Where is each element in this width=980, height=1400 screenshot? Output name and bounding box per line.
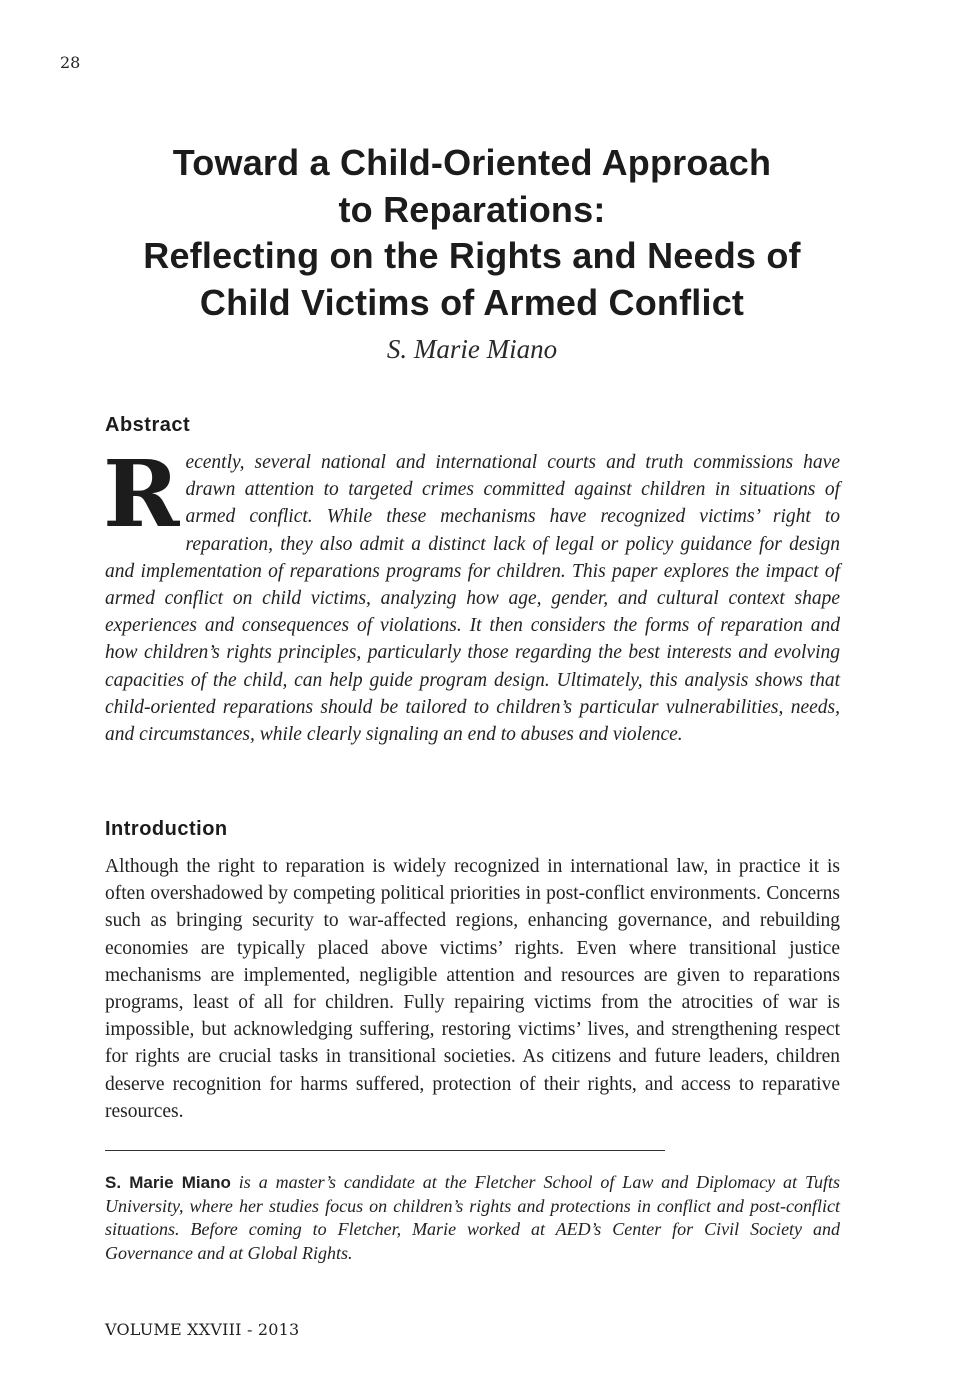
volume-footer: VOLUME XXVIII - 2013 — [105, 1320, 300, 1339]
title-line: Reflecting on the Rights and Needs of — [143, 235, 801, 276]
author-footnote — [105, 1171, 840, 1265]
abstract-body — [103, 440, 840, 748]
author-name: S. Marie Miano — [386, 334, 558, 364]
title-block — [0, 140, 944, 366]
title-line: to Reparations: — [338, 188, 606, 230]
abstract-text: ecently, several national and international courts and truth commissions have drawn attention to targeted crimes committed against children in situations of armed conflict. While these mechanisms have recognized victims’ right to reparation, they also admit a distinct lack of legal or policy guidance for design and implementation of reparations programs for children. This paper explores the impact of armed conflict on child victims, analyzing how age, gender, and cultural context shape experiences and consequences of violations. It then considers the forms of reparation and how children’s rights principles, particularly those regarding the best interests and evolving capacities of the child, can help guide program design. Ultimately, this analysis shows that child-oriented reparations should be tailored to children’s particular vulnerabilities, needs, and circumstances, while clearly signaling an end to abuses and violence. — [105, 452, 840, 746]
title-line: Toward a Child-Oriented Approach — [172, 142, 772, 183]
page-number: 28 — [60, 53, 81, 72]
footnote-divider — [105, 1150, 665, 1151]
abstract-heading: Abstract — [105, 414, 191, 436]
introduction-heading: Introduction — [105, 818, 228, 840]
introduction-body: Although the right to reparation is widely recognized in international law, in practice it is often overshadowed by competing political priorities in post-conflict environments. Concerns such as bringing security to war-affected regions, enhancing governance, and rebuilding economies are typically placed above victims’ rights. Even where transitional justice mechanisms are implemented, negligible attention and resources are given to reparations programs, least of all for children. Fully repairing victims from the atrocities of war is impossible, but acknowledging suffering, restoring victims’ lives, and strengthening respect for rights are crucial tasks in transitional societies. As citizens and future leaders, children deserve recognition for harms suffered, protection of their rights, and access to reparative resources. — [105, 856, 840, 1122]
footnote-text: is a master’s candidate at the Fletcher School of Law and Diplomacy at Tufts University, where her studies focus on children’s rights and protections in conflict and post-conflict situations. Before coming to Fletcher, Marie worked at AED’s Center for Civil Society and Governance and at Global Rights. — [105, 1172, 840, 1263]
footnote-author-name: S. Marie Miano — [105, 1173, 231, 1192]
title-line: Child Victims of Armed Conflict — [199, 281, 745, 323]
drop-cap: R — [103, 440, 180, 548]
